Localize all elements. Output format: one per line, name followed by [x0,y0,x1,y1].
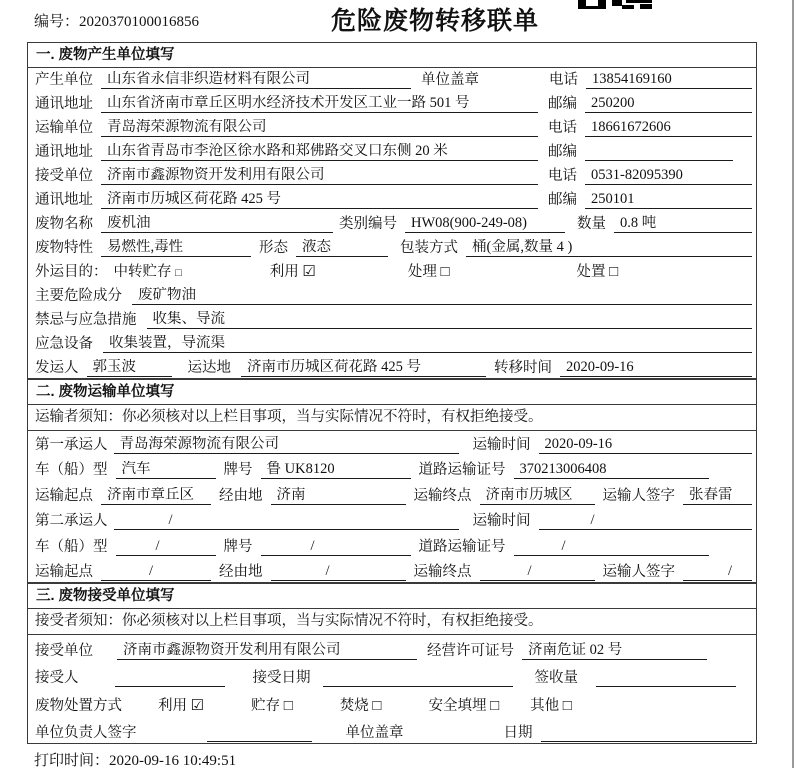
chief-sign-label: 单位负责人签字 [35,725,137,741]
disposal-option-incinerate [340,698,382,715]
row-first-carrier [28,431,756,457]
route1-end-value: 济南市历城区 [480,487,595,505]
transport-time2-value: / [539,512,753,530]
transport-time1-label: 运输时间 [472,436,531,453]
destination-value: 济南市历城区荷花路 425 号 [241,359,486,377]
transport-phone-value: 18661672606 [585,119,752,137]
receiver-unit-label: 接受单位 [35,168,93,184]
waste-code-label: 类别编号 [339,216,397,232]
waste-qty-value: 0.8 吨 [614,215,752,233]
plate2-label: 牌号 [223,538,253,555]
business-license-label: 经营许可证号 [427,642,514,659]
waste-traits-label: 废物特性 [35,240,93,256]
row-receiver-unit [28,164,756,188]
row-receiving-unit [28,635,756,663]
route2-via-label: 经由地 [219,564,263,580]
print-time-value: 2020-09-16 10:49:51 [109,753,237,768]
section3-title: 三. 废物接受单位填写 [28,584,756,609]
row-waste-name [28,212,756,236]
dispatcher-label: 发运人 [35,360,79,376]
transport-zip-value [585,160,733,161]
route1-via-label: 经由地 [219,487,263,504]
road-license2-label: 道路运输证号 [418,538,506,555]
producer-address-label: 通讯地址 [35,96,93,112]
receipt-person-label: 接受人 [35,670,79,686]
route2-start-value: / [101,563,211,581]
checkbox-unchecked-icon: □ [175,267,182,279]
print-time-label: 打印时间： [34,753,110,768]
producer-zip-label: 邮编 [548,96,577,112]
row-producer-address [28,92,756,116]
waste-form-label: 形态 [259,240,288,256]
route2-sign-value: / [683,563,752,581]
transport-address-value: 山东省青岛市李沧区徐水路和郑佛路交叉口东侧 20 米 [101,143,538,161]
checkbox-checked-icon: ☑ [190,697,205,714]
receiving-unit-value: 济南市鑫源物资开发利用有限公司 [117,642,417,660]
equipment-value: 收集装置，导流渠 [103,335,752,353]
receiver-zip-value: 250101 [585,191,752,209]
route1-end-label: 运输终点 [413,487,472,504]
row-route1 [28,482,756,508]
disposal-option-other [530,698,572,715]
signed-qty-label: 签收量 [534,670,578,686]
receiver-address-value: 济南市历城区荷花路 425 号 [101,191,538,209]
checkbox-unchecked-icon: □ [372,697,382,714]
unit-seal2-label: 单位盖章 [345,725,404,741]
sign-date-value [541,741,753,742]
second-carrier-label: 第二承运人 [35,513,108,529]
qr-code-fragment [578,0,654,10]
road-license1-label: 道路运输证号 [418,462,506,478]
receipt-date-label: 接受日期 [252,670,311,686]
row-emergency-measures [28,308,756,332]
transport-address-label: 通讯地址 [35,144,93,160]
section-waste-receiver [27,583,757,744]
road-license2-value: / [514,538,709,556]
row-transfer-purpose [28,260,756,284]
first-carrier-label: 第一承运人 [35,436,108,453]
route2-end-label: 运输终点 [413,564,472,580]
receipt-date-value [323,686,513,687]
row-disposal-method [28,690,756,718]
plate1-value: 鲁 UK8120 [261,461,411,479]
row-emergency-equipment [28,332,756,356]
checkbox-checked-icon: ☑ [302,264,316,280]
receiver-zip-label: 邮编 [548,192,577,208]
row-waste-traits [28,236,756,260]
vehicle-type1-value: 汽车 [116,461,216,479]
row-receipt [28,663,756,691]
receiver-phone-value: 0531-82095390 [585,167,752,185]
plate2-value: / [261,538,411,556]
section2-title: 二. 废物运输单位填写 [28,380,756,405]
option-label: 利用 [269,264,299,280]
option-label: 贮存 [251,697,281,714]
section-waste-transporter [27,379,757,583]
route2-end-value: / [480,563,595,581]
transport-time1-value: 2020-09-16 [539,436,753,454]
print-time-line [34,749,236,768]
purpose-option-dispose [577,264,619,281]
producer-phone-label: 电话 [549,72,578,88]
second-carrier-value: / [114,512,459,530]
waste-traits-value: 易燃性,毒性 [101,239,251,257]
dispatcher-value: 郭玉波 [87,359,172,377]
vehicle-type2-label: 车（船）型 [35,538,108,555]
destination-label: 运达地 [187,360,231,376]
business-license-value: 济南危证 02 号 [522,642,707,660]
producer-unit-value: 山东省永信非织造材料有限公司 [101,71,411,89]
purpose-label: 外运目的： [35,264,108,280]
waste-name-label: 废物名称 [35,216,93,232]
receiver-unit-value: 济南市鑫源物资开发利用有限公司 [101,167,538,185]
option-label: 焚烧 [339,697,369,714]
option-label: 处置 [576,264,606,280]
route1-start-label: 运输起点 [35,487,93,504]
producer-phone-value: 13854169160 [586,71,752,89]
receiver-address-label: 通讯地址 [35,192,93,208]
disposal-option-reuse [158,698,204,715]
serial-label: 编号： [34,14,80,30]
plate1-label: 牌号 [223,462,253,478]
transport-unit-value: 青岛海荣源物流有限公司 [101,119,538,137]
packing-label: 包装方式 [400,240,458,256]
chief-sign-value [207,741,312,742]
transport-phone-label: 电话 [548,120,577,136]
disposal-method-label: 废物处置方式 [35,697,122,714]
serial-number-line [34,10,199,31]
producer-zip-value: 250200 [585,95,752,113]
receipt-person-value [115,686,225,687]
section1-title: 一. 废物产生单位填写 [28,43,756,68]
row-receiver-address [28,188,756,212]
waste-code-value: HW08(900-249-08) [405,215,565,233]
waste-name-value: 废机油 [101,215,333,233]
row-route2 [28,559,756,585]
purpose-option-storage [114,264,182,281]
option-label: 安全填埋 [428,697,487,714]
producer-address-value: 山东省济南市章丘区明水经济技术开发区工业一路 501 号 [101,95,538,113]
emergency-label: 禁忌与应急措施 [35,312,137,328]
producer-unit-label: 产生单位 [35,72,93,88]
route1-sign-value: 张春雷 [683,487,752,505]
hazard-value: 废矿物油 [132,287,752,305]
row-producer-unit [28,68,756,92]
waste-qty-label: 数量 [577,216,606,232]
section-waste-producer [27,42,757,379]
disposal-option-storage [251,698,293,715]
row-second-carrier [28,508,756,534]
receiver-phone-label: 电话 [548,168,577,184]
checkbox-unchecked-icon: □ [283,697,293,714]
vehicle-type2-value: / [116,538,216,556]
disposal-option-landfill [428,698,499,715]
page-edge-divider [792,0,794,768]
transport-unit-label: 运输单位 [35,120,93,136]
row-hazard-component [28,284,756,308]
receiver-notice: 接受者须知：你必须核对以上栏目事项，当与实际情况不符时，有权拒绝接受。 [28,609,756,635]
serial-value: 2020370100016856 [79,14,200,30]
emergency-value: 收集、导流 [147,311,753,329]
route1-sign-label: 运输人签字 [602,487,675,504]
receiving-unit-label: 接受单位 [35,642,93,659]
option-label: 利用 [158,697,187,714]
checkbox-unchecked-icon: □ [440,264,450,280]
sign-date-label: 日期 [503,725,533,741]
transporter-notice: 运输者须知：你必须核对以上栏目事项，当与实际情况不符时，有权拒绝接受。 [28,405,756,431]
route2-start-label: 运输起点 [35,564,93,580]
route1-via-value: 济南 [271,487,406,505]
option-label: 处理 [407,264,437,280]
row-vehicle2 [28,533,756,559]
route1-start-value: 济南市章丘区 [101,487,211,505]
route2-sign-label: 运输人签字 [602,564,675,580]
first-carrier-value: 青岛海荣源物流有限公司 [114,436,459,454]
checkbox-unchecked-icon: □ [609,264,619,280]
purpose-option-treat [408,264,450,281]
signed-qty-value [596,686,736,687]
purpose-option-reuse [270,264,316,281]
checkbox-unchecked-icon: □ [562,697,572,714]
waste-form-value: 液态 [296,239,388,257]
hazard-label: 主要危险成分 [35,288,122,304]
row-transport-address [28,140,756,164]
transfer-time-value: 2020-09-16 [560,359,752,377]
checkbox-unchecked-icon: □ [490,697,500,714]
option-label: 中转贮存 [113,264,172,280]
row-transport-unit [28,116,756,140]
equipment-label: 应急设备 [35,336,93,352]
page-title: 危险废物转移联单 [331,7,540,35]
transport-zip-label: 邮编 [548,144,577,160]
row-signoff [28,718,756,746]
route2-via-value: / [271,563,406,581]
transfer-time-label: 转移时间 [494,360,552,376]
road-license1-value: 370213006408 [514,461,709,479]
packing-value: 桶(金属,数量 4 ) [466,239,752,257]
option-label: 其他 [530,697,560,714]
vehicle-type1-label: 车（船）型 [35,462,108,478]
row-vehicle1 [28,457,756,483]
unit-seal-label: 单位盖章 [421,72,479,88]
row-dispatch [28,356,756,380]
transport-time2-label: 运输时间 [472,513,531,529]
